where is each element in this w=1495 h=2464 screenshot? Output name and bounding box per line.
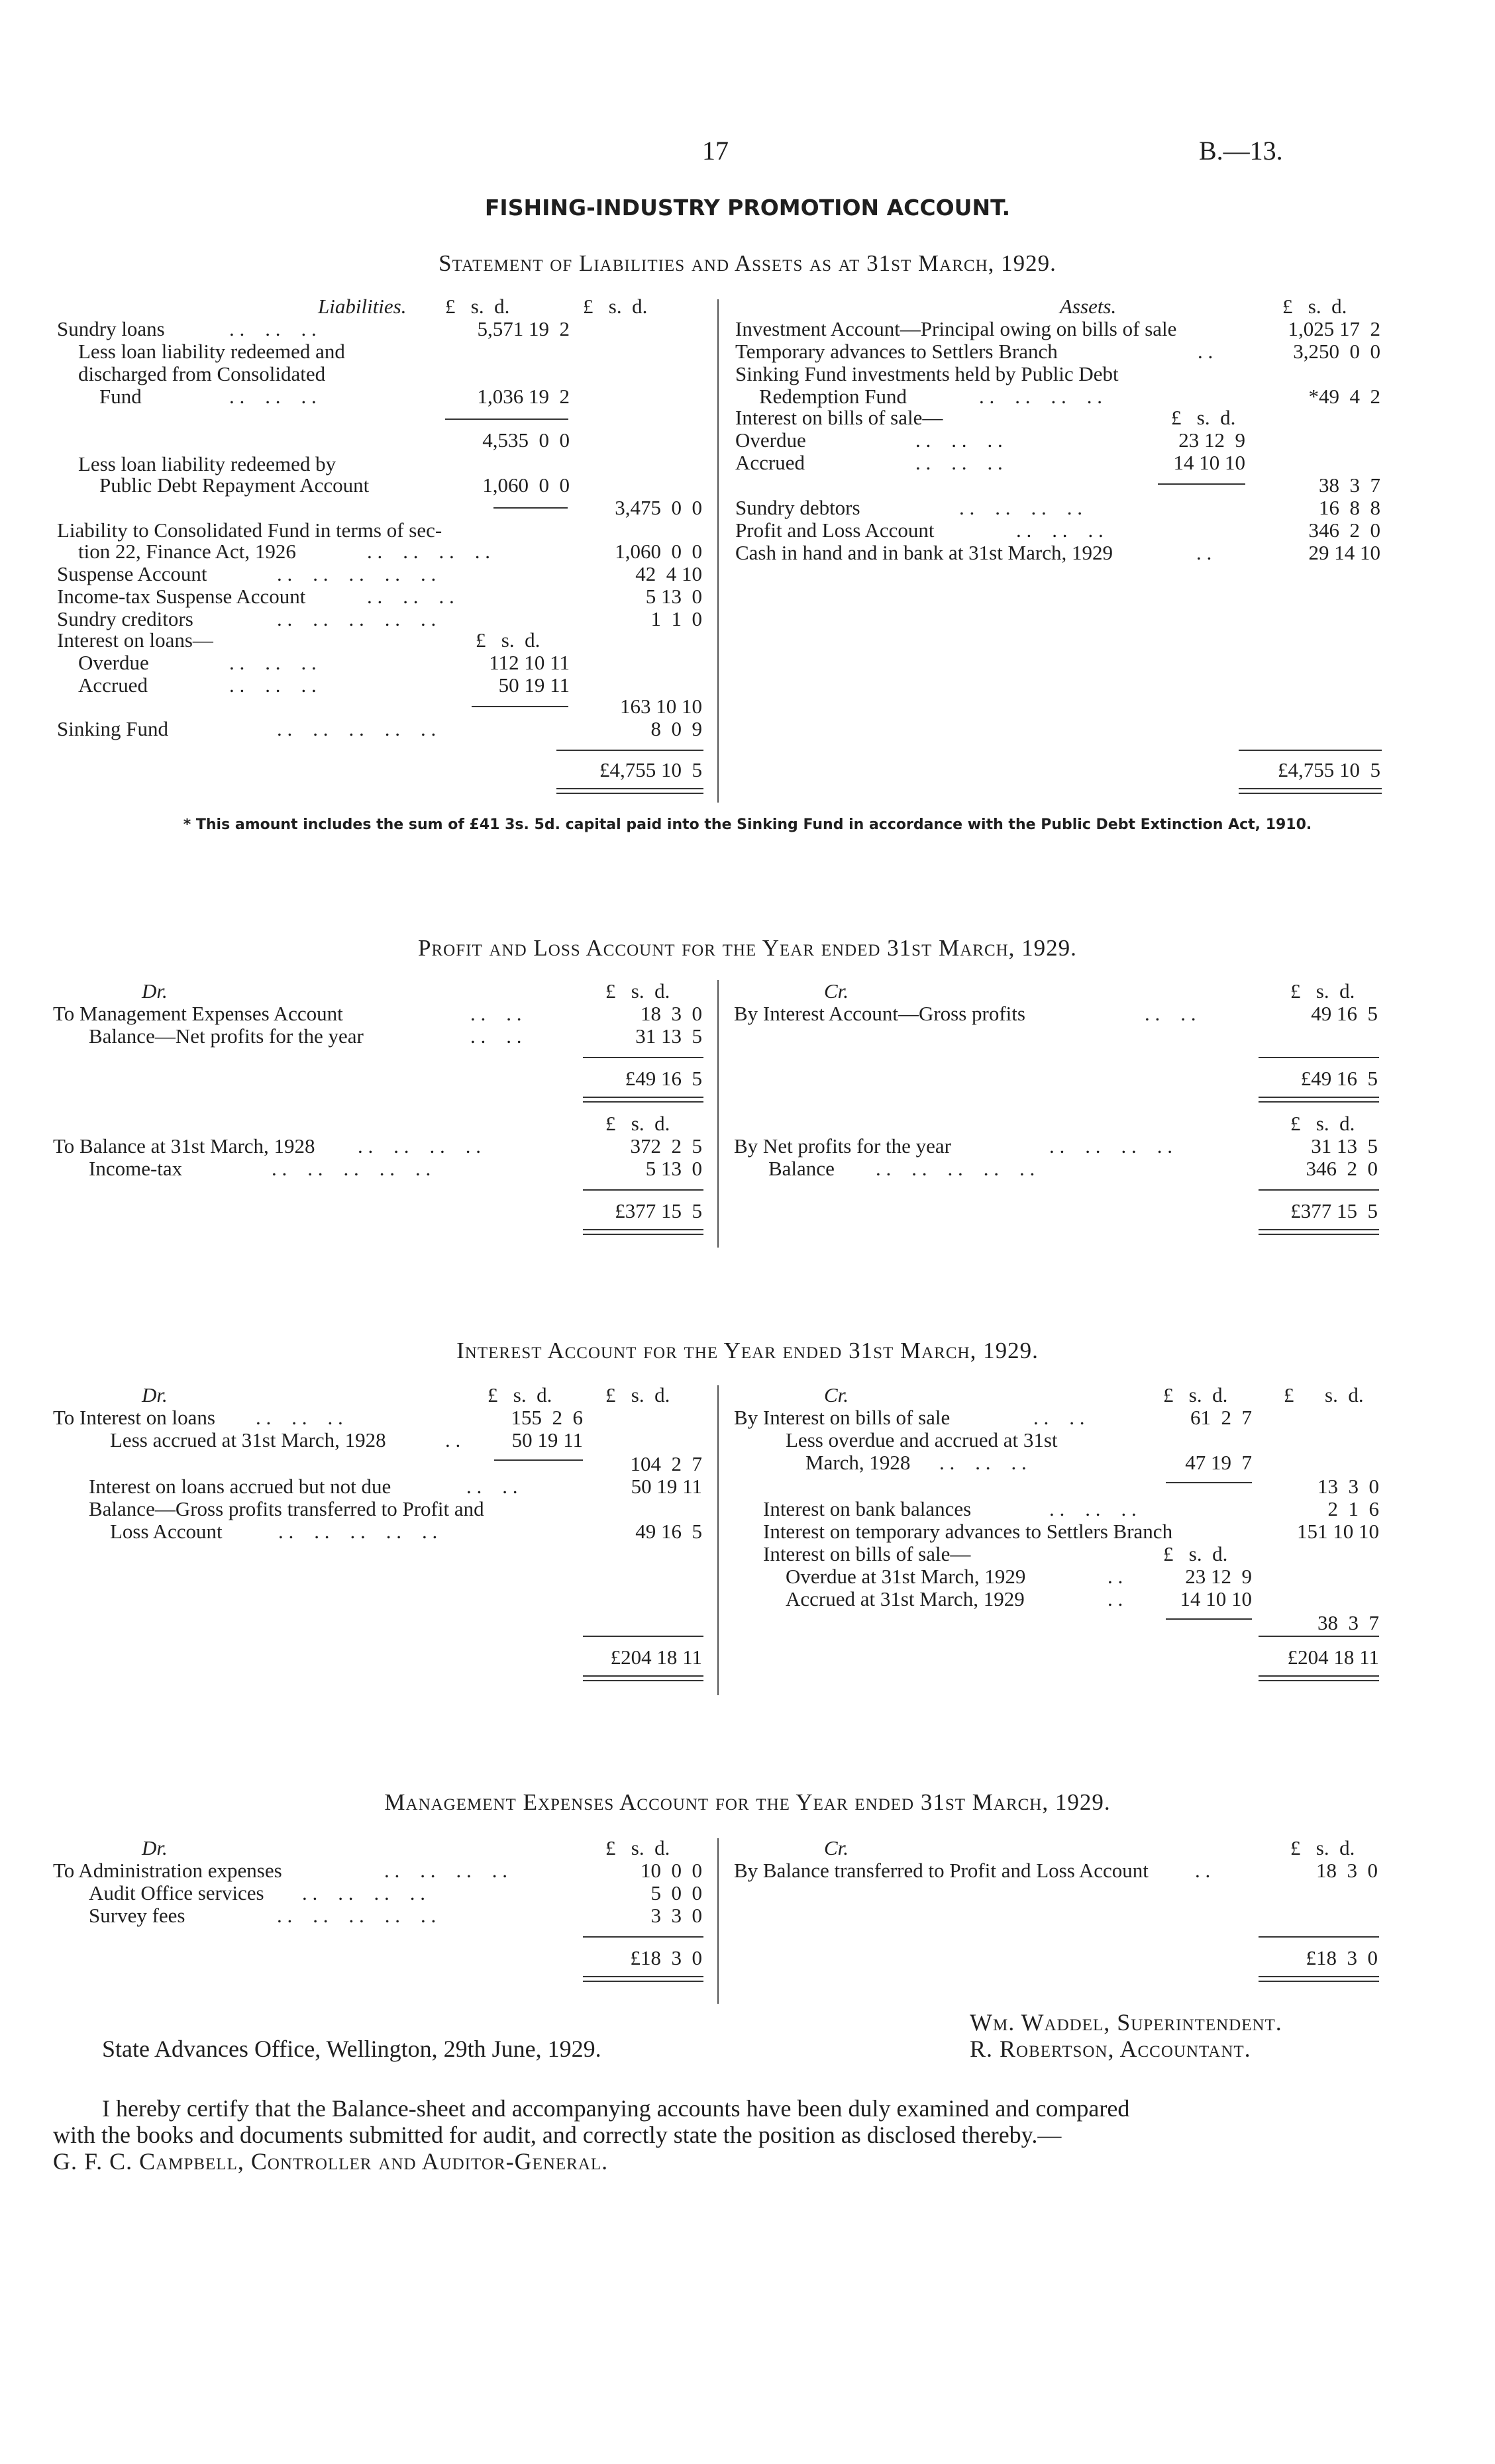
- leader-dots: . .: [1195, 1859, 1211, 1882]
- cr-item: By Interest on bills of sale: [734, 1406, 951, 1429]
- leader-dots: . . . .: [466, 1475, 518, 1498]
- dr-item: Balance—Net profits for the year: [89, 1024, 364, 1048]
- asset-value: 346 2 0: [1308, 518, 1380, 542]
- dr-total: £377 15 5: [615, 1199, 702, 1222]
- rule: [1259, 1636, 1379, 1637]
- rule: [556, 750, 703, 751]
- double-rule: [1259, 1097, 1379, 1103]
- cr-label: Cr.: [824, 1383, 849, 1406]
- lsd-head: £ s. d.: [1171, 406, 1236, 429]
- leader-dots: . . . . . .: [1016, 518, 1104, 542]
- leader-dots: . . . . . . . .: [358, 1134, 481, 1158]
- double-rule: [1259, 1229, 1379, 1235]
- lsd-head: £ s. d.: [605, 1383, 670, 1406]
- dr-item: Less accrued at 31st March, 1928: [110, 1428, 386, 1452]
- lsd-head: £ s. d.: [605, 1836, 670, 1859]
- liability-value: 1,060 0 0: [615, 540, 702, 563]
- dr-item: Audit Office services: [89, 1881, 264, 1904]
- liability-value: 1 1 0: [650, 607, 702, 630]
- liability-value: 50 19 11: [498, 673, 570, 697]
- dr-item: Interest on loans accrued but not due: [89, 1475, 391, 1498]
- liability-label: Suspense Account: [57, 562, 207, 585]
- pound-head: £: [1284, 1383, 1294, 1406]
- page-number: 17: [702, 136, 729, 166]
- cr-item: Accrued at 31st March, 1929: [786, 1587, 1025, 1610]
- asset-label: Accrued: [735, 451, 805, 474]
- asset-value: 38 3 7: [1319, 473, 1380, 497]
- leader-dots: . . . . . .: [229, 673, 317, 697]
- cr-value: 31 13 5: [1311, 1134, 1378, 1158]
- leader-dots: . . . . . . . . . .: [277, 607, 437, 630]
- cr-item: Interest on temporary advances to Settlers Branch: [763, 1520, 1173, 1543]
- section-title: Management Expenses Account for the Year ended 31st March, 1929.: [384, 1789, 1111, 1815]
- sd-head: s. d.: [1325, 1383, 1364, 1406]
- dr-item: Income-tax: [89, 1157, 183, 1180]
- lsd-head: £ s. d.: [445, 295, 510, 318]
- dr-item: To Interest on loans: [53, 1406, 215, 1429]
- column-divider: [717, 980, 719, 1248]
- lsd-head: £ s. d.: [1290, 979, 1355, 1003]
- cr-total: £18 3 0: [1306, 1946, 1378, 1969]
- dr-value: 49 16 5: [635, 1520, 702, 1543]
- lsd-head: £ s. d.: [1290, 1836, 1355, 1859]
- cr-label: Cr.: [824, 979, 849, 1003]
- leader-dots: . . . . . .: [915, 428, 1003, 452]
- liability-label: Income-tax Suspense Account: [57, 585, 306, 608]
- leader-dots: . . . . . . . .: [367, 540, 490, 563]
- leader-dots: . .: [1108, 1587, 1123, 1610]
- rule: [583, 1189, 703, 1191]
- double-rule: [583, 1675, 703, 1681]
- liability-label: Overdue: [78, 651, 149, 674]
- leader-dots: . . . . . . . .: [384, 1859, 507, 1882]
- auditor-signature: G. F. C. Campbell, Controller and Auditor-General.: [53, 2148, 609, 2175]
- dr-total: £204 18 11: [610, 1646, 702, 1669]
- footnote: * This amount includes the sum of £41 3s. 5d. capital paid into the Sinking Fund in accordance with the Public Debt Extinction Act, 1910.: [183, 816, 1312, 833]
- leader-dots: . . . . . . . .: [302, 1881, 425, 1904]
- leader-dots: . . . . . .: [939, 1451, 1027, 1474]
- double-rule: [583, 1976, 703, 1982]
- leader-dots: . .: [1196, 541, 1212, 564]
- cr-item: March, 1928: [805, 1451, 911, 1474]
- dr-value: 31 13 5: [635, 1024, 702, 1048]
- series-code: B.—13.: [1199, 136, 1283, 166]
- asset-label: Redemption Fund: [759, 385, 907, 408]
- leader-dots: . . . . . . . .: [959, 496, 1082, 519]
- asset-label: Sinking Fund investments held by Public Debt: [735, 362, 1119, 385]
- lsd-head: £ s. d.: [1290, 1112, 1355, 1135]
- liabilities-total: £4,755 10 5: [599, 758, 702, 781]
- column-divider: [717, 299, 719, 803]
- liability-value: 8 0 9: [650, 717, 702, 740]
- leader-dots: . .: [1198, 340, 1213, 363]
- rule: [583, 1636, 703, 1637]
- statement-title: Statement of Liabilities and Assets as at 31st March, 1929.: [438, 250, 1057, 276]
- dr-value: 104 2 7: [630, 1452, 702, 1475]
- main-title: FISHING-INDUSTRY PROMOTION ACCOUNT.: [484, 195, 1011, 221]
- double-rule: [583, 1229, 703, 1235]
- liability-label: Sundry creditors: [57, 607, 193, 630]
- dr-value: 5 0 0: [650, 1881, 702, 1904]
- lsd-head: £ s. d.: [605, 1112, 670, 1135]
- dr-item: To Management Expenses Account: [53, 1002, 343, 1025]
- double-rule: [1259, 1675, 1379, 1681]
- lsd-head: £ s. d.: [1163, 1383, 1228, 1406]
- double-rule: [1239, 788, 1382, 794]
- dr-value: 10 0 0: [641, 1859, 702, 1882]
- leader-dots: . . . . . . . . . .: [277, 717, 437, 740]
- assets-total: £4,755 10 5: [1278, 758, 1380, 781]
- liability-label: Less loan liability redeemed by: [78, 452, 336, 475]
- leader-dots: . . . . . .: [229, 317, 317, 340]
- leader-dots: . . . . . . . . . .: [278, 1520, 438, 1543]
- accountant-signature: R. Robertson, Accountant.: [970, 2036, 1251, 2062]
- liability-label: Liability to Consolidated Fund in terms of sec-: [57, 518, 442, 542]
- dr-total: £49 16 5: [625, 1067, 702, 1090]
- asset-value: 29 14 10: [1308, 541, 1380, 564]
- liability-value: 163 10 10: [620, 695, 702, 718]
- dr-item: To Balance at 31st March, 1928: [53, 1134, 315, 1158]
- dr-total: £18 3 0: [630, 1946, 702, 1969]
- liability-label: Accrued: [78, 673, 148, 697]
- superintendent-signature: Wm. Waddel, Superintendent.: [970, 2009, 1282, 2036]
- cr-value: 18 3 0: [1316, 1859, 1378, 1882]
- leader-dots: . .: [1108, 1565, 1123, 1588]
- liability-value: 42 4 10: [635, 562, 702, 585]
- cr-total: £204 18 11: [1287, 1646, 1379, 1669]
- lsd-head: £ s. d.: [583, 295, 648, 318]
- leader-dots: . . . . . .: [229, 651, 317, 674]
- lsd-head: £ s. d.: [605, 979, 670, 1003]
- leader-dots: . . . .: [470, 1002, 522, 1025]
- leader-dots: . . . . . .: [256, 1406, 343, 1429]
- asset-label: Overdue: [735, 428, 806, 452]
- dr-item: Loss Account: [110, 1520, 223, 1543]
- asset-label: Sundry debtors: [735, 496, 860, 519]
- double-rule: [1259, 1976, 1379, 1982]
- leader-dots: . . . . . .: [229, 385, 317, 408]
- dr-item: Survey fees: [89, 1904, 185, 1927]
- dr-item: To Administration expenses: [53, 1859, 282, 1882]
- asset-label: Investment Account—Principal owing on bills of sale: [735, 317, 1177, 340]
- dr-value: 372 2 5: [630, 1134, 702, 1158]
- cr-item: Interest on bank balances: [763, 1497, 972, 1520]
- column-divider: [717, 1838, 719, 2004]
- dr-value: 3 3 0: [650, 1904, 702, 1927]
- liability-label: Sundry loans: [57, 317, 165, 340]
- liability-label: Interest on loans—: [57, 628, 213, 652]
- lsd-head: £ s. d.: [488, 1383, 552, 1406]
- liability-value: 4,535 0 0: [482, 428, 570, 452]
- lsd-head: £ s. d.: [476, 628, 541, 652]
- leader-dots: . . . . . .: [367, 585, 454, 608]
- leader-dots: . . . . . . . .: [979, 385, 1102, 408]
- liabilities-heading: Liabilities.: [318, 295, 407, 318]
- leader-dots: . . . .: [1145, 1002, 1196, 1025]
- leader-dots: . . . . . . . . . .: [277, 562, 437, 585]
- cr-item: Overdue at 31st March, 1929: [786, 1565, 1026, 1588]
- liability-label: Less loan liability redeemed and: [78, 340, 345, 363]
- cr-value: 346 2 0: [1306, 1157, 1378, 1180]
- liability-value: 5 13 0: [645, 585, 702, 608]
- rule: [1259, 1936, 1379, 1938]
- liability-value: 1,036 19 2: [477, 385, 570, 408]
- leader-dots: . . . . . .: [1049, 1497, 1137, 1520]
- assets-heading: Assets.: [1060, 295, 1117, 318]
- cr-item: By Balance transferred to Profit and Loss Account: [734, 1859, 1149, 1882]
- cr-item: Balance: [768, 1157, 835, 1180]
- cr-value: 151 10 10: [1297, 1520, 1379, 1543]
- dr-value: 18 3 0: [641, 1002, 702, 1025]
- rule: [1239, 750, 1382, 751]
- cr-value: 47 19 7: [1185, 1451, 1252, 1474]
- rule: [583, 1936, 703, 1938]
- liability-label: Sinking Fund: [57, 717, 168, 740]
- section-title: Interest Account for the Year ended 31st March, 1929.: [456, 1338, 1039, 1363]
- cr-value: 14 10 10: [1180, 1587, 1252, 1610]
- asset-value: 3,250 0 0: [1293, 340, 1380, 363]
- liability-label: discharged from Consolidated: [78, 362, 326, 385]
- dr-value: 155 2 6: [511, 1406, 583, 1429]
- rule: [583, 1057, 703, 1058]
- asset-label: Cash in hand and in bank at 31st March, 1929: [735, 541, 1113, 564]
- rule: [1259, 1189, 1379, 1191]
- cr-value: 49 16 5: [1311, 1002, 1378, 1025]
- dr-value: 50 19 11: [631, 1475, 702, 1498]
- liability-label: Public Debt Repayment Account: [99, 473, 370, 497]
- dr-label: Dr.: [142, 1383, 168, 1406]
- cr-total: £49 16 5: [1300, 1067, 1378, 1090]
- liability-value: 1,060 0 0: [482, 473, 570, 497]
- leader-dots: . . . . . . . . . .: [277, 1904, 437, 1927]
- liability-value: 5,571 19 2: [477, 317, 570, 340]
- leader-dots: . . . .: [470, 1024, 522, 1048]
- section-title: Profit and Loss Account for the Year ended 31st March, 1929.: [418, 935, 1077, 961]
- cr-item: By Net profits for the year: [734, 1134, 951, 1158]
- dr-value: 50 19 11: [511, 1428, 583, 1452]
- cr-total: £377 15 5: [1290, 1199, 1378, 1222]
- asset-value: *49 4 2: [1308, 385, 1380, 408]
- liability-label: Fund: [99, 385, 142, 408]
- asset-label: Temporary advances to Settlers Branch: [735, 340, 1058, 363]
- rule: [1259, 1057, 1379, 1058]
- leader-dots: . . . . . . . . . .: [272, 1157, 431, 1180]
- lsd-head: £ s. d.: [1282, 295, 1347, 318]
- dr-value: 5 13 0: [645, 1157, 702, 1180]
- cr-label: Cr.: [824, 1836, 849, 1859]
- dr-label: Dr.: [142, 979, 168, 1003]
- liability-label: tion 22, Finance Act, 1926: [78, 540, 296, 563]
- liability-value: 3,475 0 0: [615, 496, 702, 519]
- asset-label: Profit and Loss Account: [735, 518, 935, 542]
- cr-value: 13 3 0: [1317, 1475, 1379, 1498]
- cr-value: 38 3 7: [1317, 1611, 1379, 1634]
- leader-dots: . .: [445, 1428, 461, 1452]
- cr-value: 61 2 7: [1190, 1406, 1252, 1429]
- leader-dots: . . . .: [1033, 1406, 1085, 1429]
- leader-dots: . . . . . . . .: [1049, 1134, 1172, 1158]
- leader-dots: . . . . . . . . . .: [876, 1157, 1035, 1180]
- dr-label: Dr.: [142, 1836, 168, 1859]
- liability-value: 112 10 11: [489, 651, 570, 674]
- cr-value: 23 12 9: [1185, 1565, 1252, 1588]
- cr-item: By Interest Account—Gross profits: [734, 1002, 1025, 1025]
- double-rule: [556, 788, 703, 794]
- certification-line: with the books and documents submitted for audit, and correctly state the position as disclosed thereby.—: [53, 2122, 1062, 2148]
- asset-value: 23 12 9: [1178, 428, 1245, 452]
- cr-item: Less overdue and accrued at 31st: [786, 1428, 1058, 1452]
- leader-dots: . . . . . .: [915, 451, 1003, 474]
- double-rule: [583, 1097, 703, 1103]
- rule: [445, 419, 568, 420]
- certification-line: I hereby certify that the Balance-sheet and accompanying accounts have been duly examined and compared: [102, 2095, 1130, 2122]
- asset-value: 14 10 10: [1173, 451, 1245, 474]
- asset-value: 16 8 8: [1319, 496, 1380, 519]
- office-date: State Advances Office, Wellington, 29th June, 1929.: [102, 2036, 601, 2062]
- asset-value: 1,025 17 2: [1288, 317, 1380, 340]
- cr-value: 2 1 6: [1327, 1497, 1379, 1520]
- dr-item: Balance—Gross profits transferred to Profit and: [89, 1497, 484, 1520]
- cr-item: Interest on bills of sale—: [763, 1542, 971, 1565]
- lsd-head: £ s. d.: [1163, 1542, 1228, 1565]
- column-divider: [717, 1385, 719, 1695]
- asset-label: Interest on bills of sale—: [735, 406, 943, 429]
